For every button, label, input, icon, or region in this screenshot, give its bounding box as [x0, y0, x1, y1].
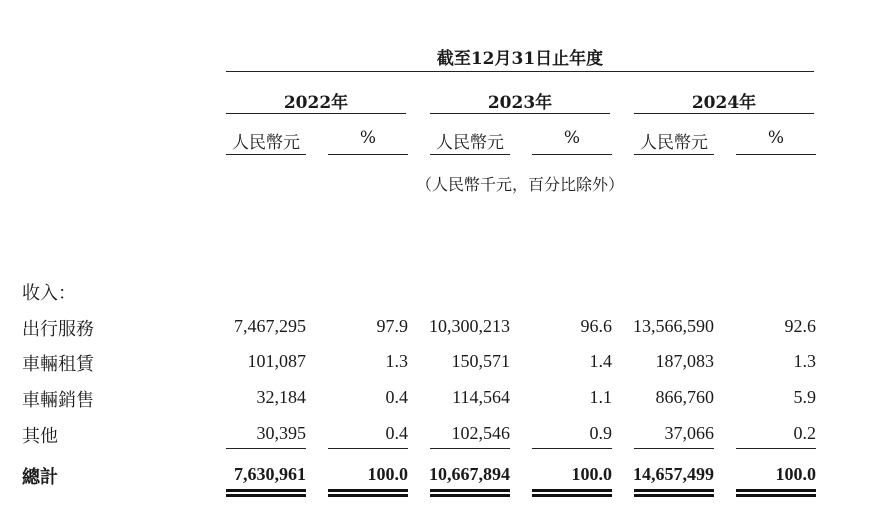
subtotal-rule-3 — [430, 448, 510, 449]
year-rule-2022 — [226, 113, 406, 114]
cell-amount-2023: 10,300,213 — [429, 316, 510, 336]
cell-amount-2022: 7,467,295 — [234, 316, 306, 336]
cell-amount-2022: 32,184 — [256, 387, 306, 407]
total-label: 總計 — [22, 467, 58, 488]
subtotal-rule-1 — [226, 448, 306, 449]
cell-amount-2024: 866,760 — [655, 387, 714, 407]
total-double-rule-4 — [532, 489, 612, 497]
subtotal-rule-5 — [634, 448, 714, 449]
section-label-revenue: 收入： — [22, 283, 76, 304]
total-percent-2023: 100.0 — [571, 464, 612, 484]
sub-rule-5 — [634, 154, 714, 155]
cell-percent-2022: 97.9 — [376, 316, 408, 336]
cell-percent-2022: 0.4 — [385, 387, 408, 407]
sub-rule-1 — [226, 154, 306, 155]
subheader-amount-2024: 人民幣元 — [640, 133, 708, 153]
cell-amount-2024: 37,066 — [664, 423, 714, 443]
total-double-rule-1 — [226, 489, 306, 497]
cell-percent-2024: 5.9 — [793, 387, 816, 407]
cell-amount-2022: 30,395 — [256, 423, 306, 443]
sub-rule-4 — [532, 154, 612, 155]
total-percent-2022: 100.0 — [367, 464, 408, 484]
unit-note: （人民幣千元，百分比除外） — [415, 175, 624, 194]
cell-percent-2023: 1.1 — [589, 387, 612, 407]
subtotal-rule-4 — [532, 448, 612, 449]
subtotal-rule-6 — [736, 448, 816, 449]
total-amount-2023: 10,667,894 — [429, 464, 510, 484]
total-percent-2024: 100.0 — [775, 464, 816, 484]
row-label: 其他 — [22, 426, 58, 447]
subheader-percent-2022: % — [359, 128, 377, 148]
row-label: 出行服務 — [22, 319, 94, 340]
header-rule — [226, 71, 814, 72]
cell-percent-2024: 1.3 — [793, 351, 816, 371]
period-title: 截至12月31日止年度 — [436, 49, 604, 69]
cell-amount-2024: 13,566,590 — [633, 316, 714, 336]
year-2023: 2023年 — [487, 93, 553, 113]
cell-amount-2023: 114,564 — [452, 387, 510, 407]
row-label: 車輛租賃 — [22, 354, 94, 375]
cell-percent-2024: 0.2 — [793, 423, 816, 443]
cell-percent-2022: 0.4 — [385, 423, 408, 443]
year-2022: 2022年 — [283, 93, 349, 113]
subheader-amount-2022: 人民幣元 — [232, 133, 300, 153]
total-amount-2024: 14,657,499 — [633, 464, 714, 484]
total-double-rule-6 — [736, 489, 816, 497]
cell-amount-2023: 102,546 — [451, 423, 510, 443]
subheader-percent-2023: % — [563, 128, 581, 148]
subtotal-rule-2 — [328, 448, 408, 449]
year-2024: 2024年 — [691, 93, 757, 113]
subheader-percent-2024: % — [767, 128, 785, 148]
cell-amount-2024: 187,083 — [655, 351, 714, 371]
sub-rule-6 — [736, 154, 816, 155]
cell-percent-2023: 1.4 — [589, 351, 612, 371]
sub-rule-2 — [328, 154, 408, 155]
cell-percent-2024: 92.6 — [784, 316, 816, 336]
row-label: 車輛銷售 — [22, 390, 94, 411]
year-rule-2023 — [430, 113, 610, 114]
cell-amount-2023: 150,571 — [451, 351, 510, 371]
year-rule-2024 — [634, 113, 814, 114]
cell-percent-2022: 1.3 — [385, 351, 408, 371]
cell-amount-2022: 101,087 — [247, 351, 306, 371]
sub-rule-3 — [430, 154, 510, 155]
total-double-rule-5 — [634, 489, 714, 497]
total-double-rule-2 — [328, 489, 408, 497]
total-amount-2022: 7,630,961 — [234, 464, 306, 484]
total-double-rule-3 — [430, 489, 510, 497]
cell-percent-2023: 0.9 — [589, 423, 612, 443]
cell-percent-2023: 96.6 — [580, 316, 612, 336]
subheader-amount-2023: 人民幣元 — [436, 133, 504, 153]
